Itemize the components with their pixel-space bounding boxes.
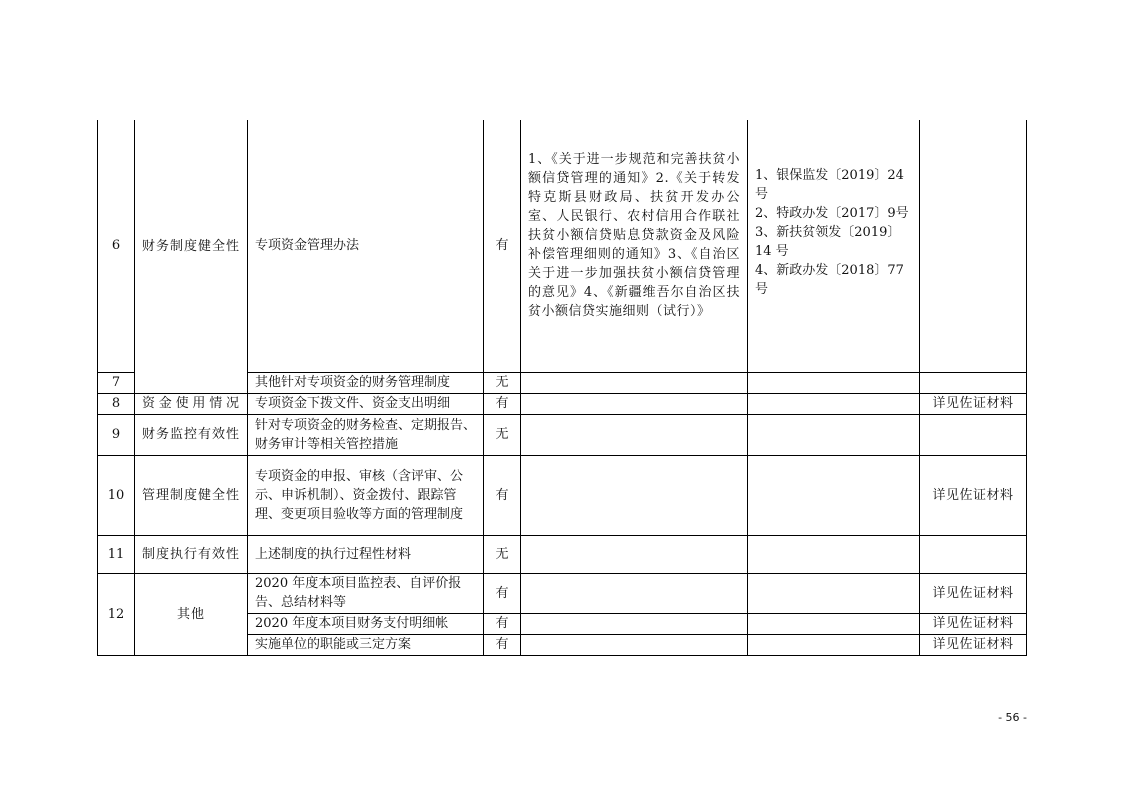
row-number: 7 bbox=[98, 372, 135, 393]
status-cell: 无 bbox=[484, 372, 521, 393]
status-cell: 有 bbox=[484, 455, 521, 535]
table-row bbox=[98, 414, 1027, 455]
table-row bbox=[98, 455, 1027, 535]
doc-number-line: 1、银保监发〔2019〕24号 bbox=[755, 168, 904, 202]
note-cell: 详见佐证材料 bbox=[920, 634, 1027, 655]
row-number: 9 bbox=[98, 414, 135, 455]
note-cell bbox=[920, 120, 1027, 372]
doc-number-cell bbox=[748, 613, 920, 634]
note-cell: 详见佐证材料 bbox=[920, 455, 1027, 535]
status-cell: 有 bbox=[484, 613, 521, 634]
note-cell bbox=[920, 372, 1027, 393]
row-number: 10 bbox=[98, 455, 135, 535]
basis-cell bbox=[521, 573, 748, 613]
row-number: 6 bbox=[98, 120, 135, 372]
doc-number-cell bbox=[748, 414, 920, 455]
status-cell: 无 bbox=[484, 535, 521, 573]
content-cell: 2020 年度本项目财务支付明细帐 bbox=[248, 613, 484, 634]
row-number: 11 bbox=[98, 535, 135, 573]
doc-number-cell bbox=[748, 120, 920, 372]
status-cell: 无 bbox=[484, 414, 521, 455]
note-cell: 详见佐证材料 bbox=[920, 613, 1027, 634]
status-cell: 有 bbox=[484, 120, 521, 372]
status-cell: 有 bbox=[484, 634, 521, 655]
note-cell bbox=[920, 414, 1027, 455]
indicator-cell: 其他 bbox=[135, 573, 248, 655]
indicator-cell: 管理制度健全性 bbox=[135, 455, 248, 535]
doc-number-cell bbox=[748, 372, 920, 393]
content-cell: 针对专项资金的财务检查、定期报告、财务审计等相关管控措施 bbox=[248, 414, 484, 455]
evidence-table bbox=[97, 120, 1027, 656]
doc-number-cell bbox=[748, 573, 920, 613]
table-row bbox=[98, 535, 1027, 573]
basis-cell bbox=[521, 414, 748, 455]
content-cell: 其他针对专项资金的财务管理制度 bbox=[248, 372, 484, 393]
doc-number-cell bbox=[748, 535, 920, 573]
doc-number-cell bbox=[748, 455, 920, 535]
basis-cell bbox=[521, 393, 748, 414]
doc-number-line: 2、特政办发〔2017〕9号 bbox=[755, 206, 909, 221]
row-number: 12 bbox=[98, 573, 135, 655]
basis-cell bbox=[521, 120, 748, 372]
indicator-cell: 财务制度健全性 bbox=[135, 120, 248, 393]
note-cell: 详见佐证材料 bbox=[920, 393, 1027, 414]
content-cell: 实施单位的职能或三定方案 bbox=[248, 634, 484, 655]
note-cell bbox=[920, 535, 1027, 573]
content-cell: 2020 年度本项目监控表、自评价报告、总结材料等 bbox=[248, 573, 484, 613]
status-cell: 有 bbox=[484, 393, 521, 414]
doc-number-line: 3、新扶贫领发〔2019〕14 号 bbox=[755, 225, 901, 259]
indicator-cell: 制度执行有效性 bbox=[135, 535, 248, 573]
note-cell: 详见佐证材料 bbox=[920, 573, 1027, 613]
content-cell: 上述制度的执行过程性材料 bbox=[248, 535, 484, 573]
table-row bbox=[98, 120, 1027, 372]
basis-cell bbox=[521, 535, 748, 573]
basis-cell bbox=[521, 372, 748, 393]
basis-text: 1、《关于进一步规范和完善扶贫小额信贷管理的通知》2.《关于转发特克斯县财政局、扶贫开发办公室、人民银行、农村信用合作联社扶贫小额信贷贴息贷款资金及风险补偿管理细则的通知》3、《自治区关于进一步加强扶贫小额信贷管理的意见》4、《新疆维吾尔自治区扶贫小额信贷实施细则（试行）》 bbox=[528, 152, 740, 319]
basis-cell bbox=[521, 634, 748, 655]
indicator-cell: 财务监控有效性 bbox=[135, 414, 248, 455]
page-number: - 56 - bbox=[998, 711, 1027, 724]
doc-number-cell bbox=[748, 393, 920, 414]
table-row bbox=[98, 573, 1027, 613]
doc-number-line: 4、新政办发〔2018〕77号 bbox=[755, 263, 904, 297]
table-row bbox=[98, 393, 1027, 414]
content-cell: 专项资金下拨文件、资金支出明细 bbox=[248, 393, 484, 414]
basis-cell bbox=[521, 613, 748, 634]
indicator-cell: 资金使用情况 bbox=[135, 393, 248, 414]
basis-cell bbox=[521, 455, 748, 535]
content-cell: 专项资金的申报、审核（含评审、公示、申诉机制）、资金拨付、跟踪管理、变更项目验收等方面的管理制度 bbox=[248, 455, 484, 535]
content-cell: 专项资金管理办法 bbox=[248, 120, 484, 372]
status-cell: 有 bbox=[484, 573, 521, 613]
row-number: 8 bbox=[98, 393, 135, 414]
doc-number-cell bbox=[748, 634, 920, 655]
